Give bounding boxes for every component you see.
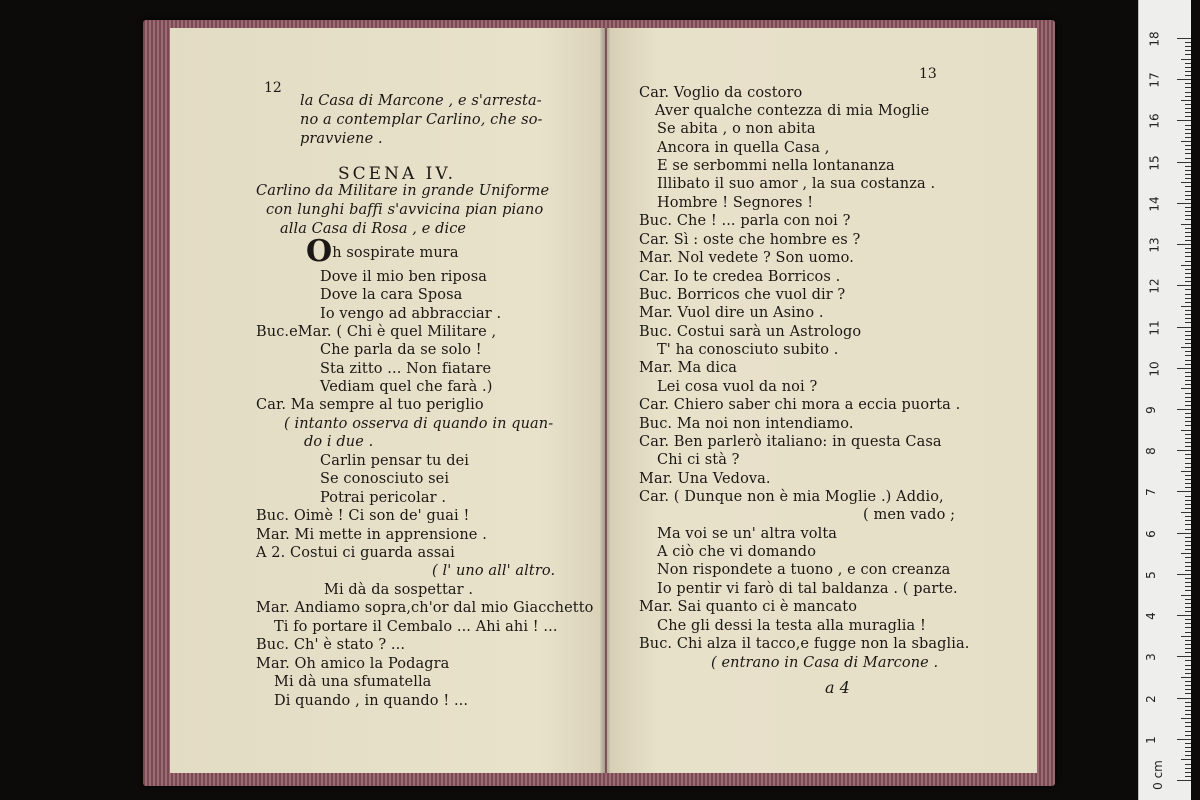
- ruler-tick: [1185, 537, 1191, 538]
- ruler-tick: [1185, 743, 1191, 744]
- ruler-tick: [1185, 314, 1191, 315]
- text-line: Buc. Chi alza il tacco,e fugge non la sbaglia.: [639, 636, 970, 652]
- ruler-tick: [1177, 120, 1191, 121]
- ruler-tick: [1185, 339, 1191, 340]
- text-line: T' ha conosciuto subito .: [657, 342, 839, 358]
- ruler-tick: [1177, 533, 1191, 534]
- ruler-tick: [1185, 178, 1191, 179]
- ruler-tick: [1185, 731, 1191, 732]
- ruler-tick: [1177, 162, 1191, 163]
- ruler-tick: [1185, 454, 1191, 455]
- text-line: ( l' uno all' altro.: [432, 563, 556, 579]
- ruler-tick: [1185, 611, 1191, 612]
- ruler-tick: [1185, 372, 1191, 373]
- text-line: Dove la cara Sposa: [320, 287, 463, 303]
- ruler-tick: [1185, 557, 1191, 558]
- ruler-tick: [1185, 764, 1191, 765]
- ruler-tick: [1181, 182, 1191, 183]
- text-line: Di quando , in quando ! ...: [274, 693, 469, 709]
- ruler-number: 16: [1147, 113, 1162, 130]
- ruler-tick: [1185, 281, 1191, 282]
- ruler-number: 2: [1143, 694, 1158, 703]
- ruler-tick: [1185, 479, 1191, 480]
- text-line: ( men vado ;: [863, 507, 956, 523]
- ruler-tick: [1185, 302, 1191, 303]
- text-line: Mi dà da sospettar .: [324, 582, 474, 598]
- ruler-tick: [1185, 50, 1191, 51]
- ruler-tick: [1185, 232, 1191, 233]
- ruler-tick: [1185, 665, 1191, 666]
- ruler-tick: [1185, 116, 1191, 117]
- text-line: Ma voi se un' altra volta: [657, 526, 837, 542]
- left-page: [170, 28, 605, 773]
- ruler-tick: [1185, 586, 1191, 587]
- ruler-tick: [1185, 644, 1191, 645]
- ruler-tick: [1185, 318, 1191, 319]
- ruler-tick: [1185, 755, 1191, 756]
- ruler-number: 8: [1143, 447, 1158, 456]
- ruler-tick: [1185, 67, 1191, 68]
- ruler-tick: [1185, 607, 1191, 608]
- text-line: con lunghi baffi s'avvicina pian piano: [266, 202, 544, 218]
- ruler-tick: [1185, 269, 1191, 270]
- ruler-tick: [1177, 450, 1191, 451]
- text-line: E se serbommi nella lontananza: [657, 158, 895, 174]
- ruler-tick: [1185, 331, 1191, 332]
- ruler-number: 4: [1143, 612, 1158, 620]
- text-line: Aver qualche contezza di mia Moglie: [655, 103, 930, 119]
- ruler-tick: [1185, 421, 1191, 422]
- ruler-tick: [1185, 195, 1191, 196]
- ruler-tick: [1177, 574, 1191, 575]
- ruler-tick: [1185, 640, 1191, 641]
- ruler-tick: [1185, 570, 1191, 571]
- ruler-number: 14: [1147, 196, 1162, 212]
- ruler-tick: [1185, 376, 1191, 377]
- ruler-tick: [1185, 380, 1191, 381]
- ruler-tick: [1181, 100, 1191, 101]
- text-line: Che parla da se solo !: [320, 342, 482, 358]
- measuring-ruler: [1138, 0, 1191, 800]
- text-line: no a contemplar Carlino, che so-: [300, 112, 543, 128]
- ruler-tick: [1185, 673, 1191, 674]
- ruler-number: 13: [1147, 237, 1162, 253]
- ruler-tick: [1177, 285, 1191, 286]
- ruler-tick: [1177, 491, 1191, 492]
- ruler-tick: [1185, 516, 1191, 517]
- ruler-tick: [1185, 446, 1191, 447]
- ruler-tick: [1185, 125, 1191, 126]
- ruler-tick: [1185, 500, 1191, 501]
- ruler-tick: [1185, 681, 1191, 682]
- ruler-tick: [1181, 759, 1191, 760]
- ruler-number: 10: [1147, 361, 1162, 377]
- ruler-tick: [1177, 38, 1191, 39]
- ruler-tick: [1185, 129, 1191, 130]
- ruler-tick: [1181, 141, 1191, 142]
- text-line: Mar. Una Vedova.: [639, 471, 771, 487]
- ruler-tick: [1185, 566, 1191, 567]
- text-line: Vediam quel che farà .): [320, 379, 493, 395]
- ruler-tick: [1177, 615, 1191, 616]
- ruler-tick: [1185, 137, 1191, 138]
- text-line: do i due .: [304, 434, 374, 450]
- ruler-tick: [1185, 166, 1191, 167]
- text-line: Non rispondete a tuono , e con creanza: [657, 562, 951, 578]
- ruler-tick: [1185, 541, 1191, 542]
- ruler-tick: [1185, 722, 1191, 723]
- ruler-tick: [1185, 768, 1191, 769]
- text-line: Car. ( Dunque non è mia Moglie .) Addio,: [639, 489, 944, 505]
- book-gutter: [600, 28, 610, 773]
- ruler-number: 1: [1143, 735, 1158, 744]
- ruler-tick: [1185, 413, 1191, 414]
- text-line: Car. Voglio da costoro: [639, 85, 803, 101]
- ruler-tick: [1185, 529, 1191, 530]
- text-line: Chi ci stà ?: [657, 452, 740, 468]
- ruler-tick: [1185, 46, 1191, 47]
- text-line: Io vengo ad abbracciar .: [320, 306, 502, 322]
- ruler-number: 17: [1147, 72, 1162, 88]
- ruler-tick: [1185, 215, 1191, 216]
- ruler-tick: [1185, 75, 1191, 76]
- ruler-tick: [1185, 252, 1191, 253]
- ruler-tick: [1185, 310, 1191, 311]
- ruler-tick: [1185, 660, 1191, 661]
- ruler-tick: [1185, 393, 1191, 394]
- ruler-tick: [1185, 524, 1191, 525]
- ruler-tick: [1185, 405, 1191, 406]
- ruler-number: 12: [1147, 278, 1162, 294]
- right-page-number: 13: [919, 66, 937, 82]
- ruler-unit-label: 0 cm: [1150, 760, 1165, 790]
- ruler-tick: [1185, 211, 1191, 212]
- ruler-tick: [1185, 549, 1191, 550]
- text-line: SCENA IV.: [338, 164, 457, 184]
- text-line: Buc. Oimè ! Ci son de' guai !: [256, 508, 470, 524]
- ruler-tick: [1185, 343, 1191, 344]
- ruler-tick: [1185, 384, 1191, 385]
- ruler-tick: [1185, 54, 1191, 55]
- ruler-tick: [1185, 83, 1191, 84]
- ruler-tick: [1185, 487, 1191, 488]
- ruler-number: 7: [1143, 488, 1158, 497]
- text-line: Buc. Borricos che vuol dir ?: [639, 287, 846, 303]
- ruler-number: 18: [1147, 31, 1162, 47]
- ruler-tick: [1177, 656, 1191, 657]
- ruler-tick: [1185, 42, 1191, 43]
- ruler-tick: [1181, 430, 1191, 431]
- ruler-number: 9: [1143, 406, 1158, 414]
- text-line: Carlino da Militare in grande Uniforme: [256, 183, 550, 199]
- text-line: Ancora in quella Casa ,: [657, 140, 830, 156]
- text-line: A 2. Costui ci guarda assai: [256, 545, 455, 561]
- ruler-tick: [1177, 368, 1191, 369]
- ruler-number: 11: [1147, 319, 1162, 336]
- ruler-tick: [1185, 627, 1191, 628]
- ruler-tick: [1185, 689, 1191, 690]
- text-line: Potrai pericolar .: [320, 490, 447, 506]
- ruler-tick: [1185, 438, 1191, 439]
- ruler-tick: [1177, 409, 1191, 410]
- ruler-tick: [1185, 248, 1191, 249]
- text-line: Car. Chiero saber chi mora a eccia puorta .: [639, 397, 961, 413]
- text-line: pravviene .: [300, 131, 383, 147]
- text-line: Car. Io te credea Borricos .: [639, 269, 841, 285]
- ruler-tick: [1185, 256, 1191, 257]
- ruler-tick: [1185, 71, 1191, 72]
- ruler-tick: [1181, 677, 1191, 678]
- ruler-tick: [1185, 434, 1191, 435]
- text-line: Buc. Ch' è stato ? ...: [256, 637, 406, 653]
- ruler-tick: [1185, 520, 1191, 521]
- ruler-tick: [1185, 417, 1191, 418]
- ruler-tick: [1177, 327, 1191, 328]
- ruler-tick: [1181, 595, 1191, 596]
- ruler-tick: [1185, 133, 1191, 134]
- ruler-tick: [1185, 207, 1191, 208]
- ruler-tick: [1185, 87, 1191, 88]
- ruler-tick: [1181, 388, 1191, 389]
- ruler-tick: [1185, 751, 1191, 752]
- ruler-tick: [1185, 355, 1191, 356]
- text-line: Buc. Che ! ... parla con noi ?: [639, 213, 851, 229]
- ruler-tick: [1185, 277, 1191, 278]
- ruler-tick: [1181, 59, 1191, 60]
- ruler-tick: [1185, 652, 1191, 653]
- ruler-tick: [1185, 149, 1191, 150]
- ruler-tick: [1185, 298, 1191, 299]
- ruler-tick: [1185, 442, 1191, 443]
- ruler-tick: [1185, 463, 1191, 464]
- text-line: Buc. Ma noi non intendiamo.: [639, 416, 854, 432]
- text-line: Buc.eMar. ( Chi è quel Militare ,: [256, 324, 497, 340]
- ruler-tick: [1181, 718, 1191, 719]
- ruler-number: 6: [1143, 529, 1158, 538]
- ruler-tick: [1185, 590, 1191, 591]
- text-line: Carlin pensar tu dei: [320, 453, 469, 469]
- ruler-tick: [1185, 401, 1191, 402]
- ruler-tick: [1185, 710, 1191, 711]
- ruler-tick: [1185, 508, 1191, 509]
- ruler-tick: [1185, 772, 1191, 773]
- text-line: Dove il mio ben riposa: [320, 269, 488, 285]
- ruler-tick: [1185, 582, 1191, 583]
- ruler-tick: [1181, 553, 1191, 554]
- ruler-tick: [1185, 562, 1191, 563]
- ruler-tick: [1185, 158, 1191, 159]
- ruler-tick: [1185, 458, 1191, 459]
- text-line: Mar. Nol vedete ? Son uomo.: [639, 250, 854, 266]
- ruler-tick: [1177, 698, 1191, 699]
- text-line: Car. Ma sempre al tuo periglio: [256, 397, 484, 413]
- ruler-number: 3: [1143, 653, 1158, 662]
- text-line: Buc. Costui sarà un Astrologo: [639, 324, 862, 340]
- text-line: Mar. Mi mette in apprensione .: [256, 527, 487, 543]
- ruler-tick: [1185, 603, 1191, 604]
- ruler-tick: [1185, 483, 1191, 484]
- ruler-tick: [1185, 112, 1191, 113]
- ruler-tick: [1185, 735, 1191, 736]
- text-line: Hombre ! Segnores !: [657, 195, 814, 211]
- ruler-tick: [1185, 191, 1191, 192]
- ruler-tick: [1185, 104, 1191, 105]
- ruler-tick: [1185, 335, 1191, 336]
- ruler-tick: [1185, 475, 1191, 476]
- ruler-tick: [1185, 669, 1191, 670]
- ruler-tick: [1181, 636, 1191, 637]
- text-line: Mar. Sai quanto ci è mancato: [639, 599, 858, 615]
- right-page: [607, 28, 1037, 773]
- text-line: Mar. Oh amico la Podagra: [256, 656, 450, 672]
- ruler-tick: [1185, 648, 1191, 649]
- text-line: Illibato il suo amor , la sua costanza .: [657, 176, 936, 192]
- ruler-tick: [1185, 108, 1191, 109]
- ruler-tick: [1185, 467, 1191, 468]
- ruler-tick: [1185, 714, 1191, 715]
- ruler-tick: [1185, 545, 1191, 546]
- ruler-tick: [1185, 364, 1191, 365]
- ruler-tick: [1177, 780, 1191, 781]
- text-line: Se conosciuto sei: [320, 471, 450, 487]
- text-line: Lei cosa vuol da noi ?: [657, 379, 818, 395]
- ruler-tick: [1185, 186, 1191, 187]
- ruler-tick: [1185, 96, 1191, 97]
- ruler-tick: [1185, 145, 1191, 146]
- ruler-tick: [1181, 471, 1191, 472]
- text-line: alla Casa di Rosa , e dice: [280, 221, 467, 237]
- text-line: Oh sospirate mura: [306, 234, 459, 269]
- ruler-tick: [1181, 265, 1191, 266]
- text-line: Mar. Vuol dire un Asino .: [639, 305, 824, 321]
- ruler-tick: [1181, 224, 1191, 225]
- signature-mark: a 4: [825, 678, 850, 697]
- ruler-tick: [1185, 170, 1191, 171]
- ruler-tick: [1177, 739, 1191, 740]
- text-line: Sta zitto ... Non fiatare: [320, 361, 492, 377]
- ruler-tick: [1181, 347, 1191, 348]
- ruler-tick: [1185, 236, 1191, 237]
- ruler-tick: [1181, 306, 1191, 307]
- ruler-tick: [1185, 199, 1191, 200]
- ruler-tick: [1185, 706, 1191, 707]
- ruler-tick: [1177, 79, 1191, 80]
- ruler-tick: [1185, 702, 1191, 703]
- text-line: Car. Ben parlerò italiano: in questa Casa: [639, 434, 942, 450]
- ruler-tick: [1185, 273, 1191, 274]
- ruler-tick: [1185, 228, 1191, 229]
- text-line: Car. Sì : oste che hombre es ?: [639, 232, 861, 248]
- ruler-tick: [1185, 294, 1191, 295]
- ruler-tick: [1185, 632, 1191, 633]
- text-line: Mar. Andiamo sopra,ch'or dal mio Giacchetto: [256, 600, 594, 616]
- text-line: Mi dà una sfumatella: [274, 674, 432, 690]
- ruler-number: 15: [1147, 155, 1162, 171]
- text-line: Se abita , o non abita: [657, 121, 816, 137]
- ruler-tick: [1185, 693, 1191, 694]
- ruler-tick: [1185, 240, 1191, 241]
- ruler-tick: [1185, 397, 1191, 398]
- ruler-tick: [1185, 619, 1191, 620]
- text-line: Ti fo portare il Cembalo ... Ahi ahi ! ...: [274, 619, 558, 635]
- ruler-tick: [1185, 322, 1191, 323]
- ruler-tick: [1185, 726, 1191, 727]
- ruler-tick: [1185, 685, 1191, 686]
- text-line: A ciò che vi domando: [657, 544, 817, 560]
- ruler-tick: [1185, 360, 1191, 361]
- ruler-tick: [1181, 512, 1191, 513]
- ruler-tick: [1185, 425, 1191, 426]
- ruler-tick: [1185, 578, 1191, 579]
- ruler-number: 5: [1143, 571, 1158, 579]
- ruler-tick: [1185, 92, 1191, 93]
- ruler-tick: [1185, 776, 1191, 777]
- ruler-tick: [1185, 496, 1191, 497]
- ruler-tick: [1185, 599, 1191, 600]
- ruler-tick: [1185, 351, 1191, 352]
- ruler-tick: [1185, 153, 1191, 154]
- ruler-tick: [1185, 504, 1191, 505]
- ruler-tick: [1177, 203, 1191, 204]
- ruler-tick: [1185, 63, 1191, 64]
- ruler-tick: [1177, 244, 1191, 245]
- ruler-tick: [1185, 289, 1191, 290]
- ruler-tick: [1185, 219, 1191, 220]
- text-line: Mar. Ma dica: [639, 360, 738, 376]
- ruler-tick: [1185, 747, 1191, 748]
- text-line: Che gli dessi la testa alla muraglia !: [657, 618, 926, 634]
- text-line: Io pentir vi farò di tal baldanza . ( parte.: [657, 581, 958, 597]
- text-line: ( entrano in Casa di Marcone .: [711, 655, 939, 671]
- ruler-tick: [1185, 623, 1191, 624]
- text-line: ( intanto osserva di quando in quan-: [284, 416, 554, 432]
- left-page-number: 12: [264, 80, 282, 96]
- ruler-tick: [1185, 261, 1191, 262]
- ruler-tick: [1185, 174, 1191, 175]
- text-line: la Casa di Marcone , e s'arresta-: [300, 93, 542, 109]
